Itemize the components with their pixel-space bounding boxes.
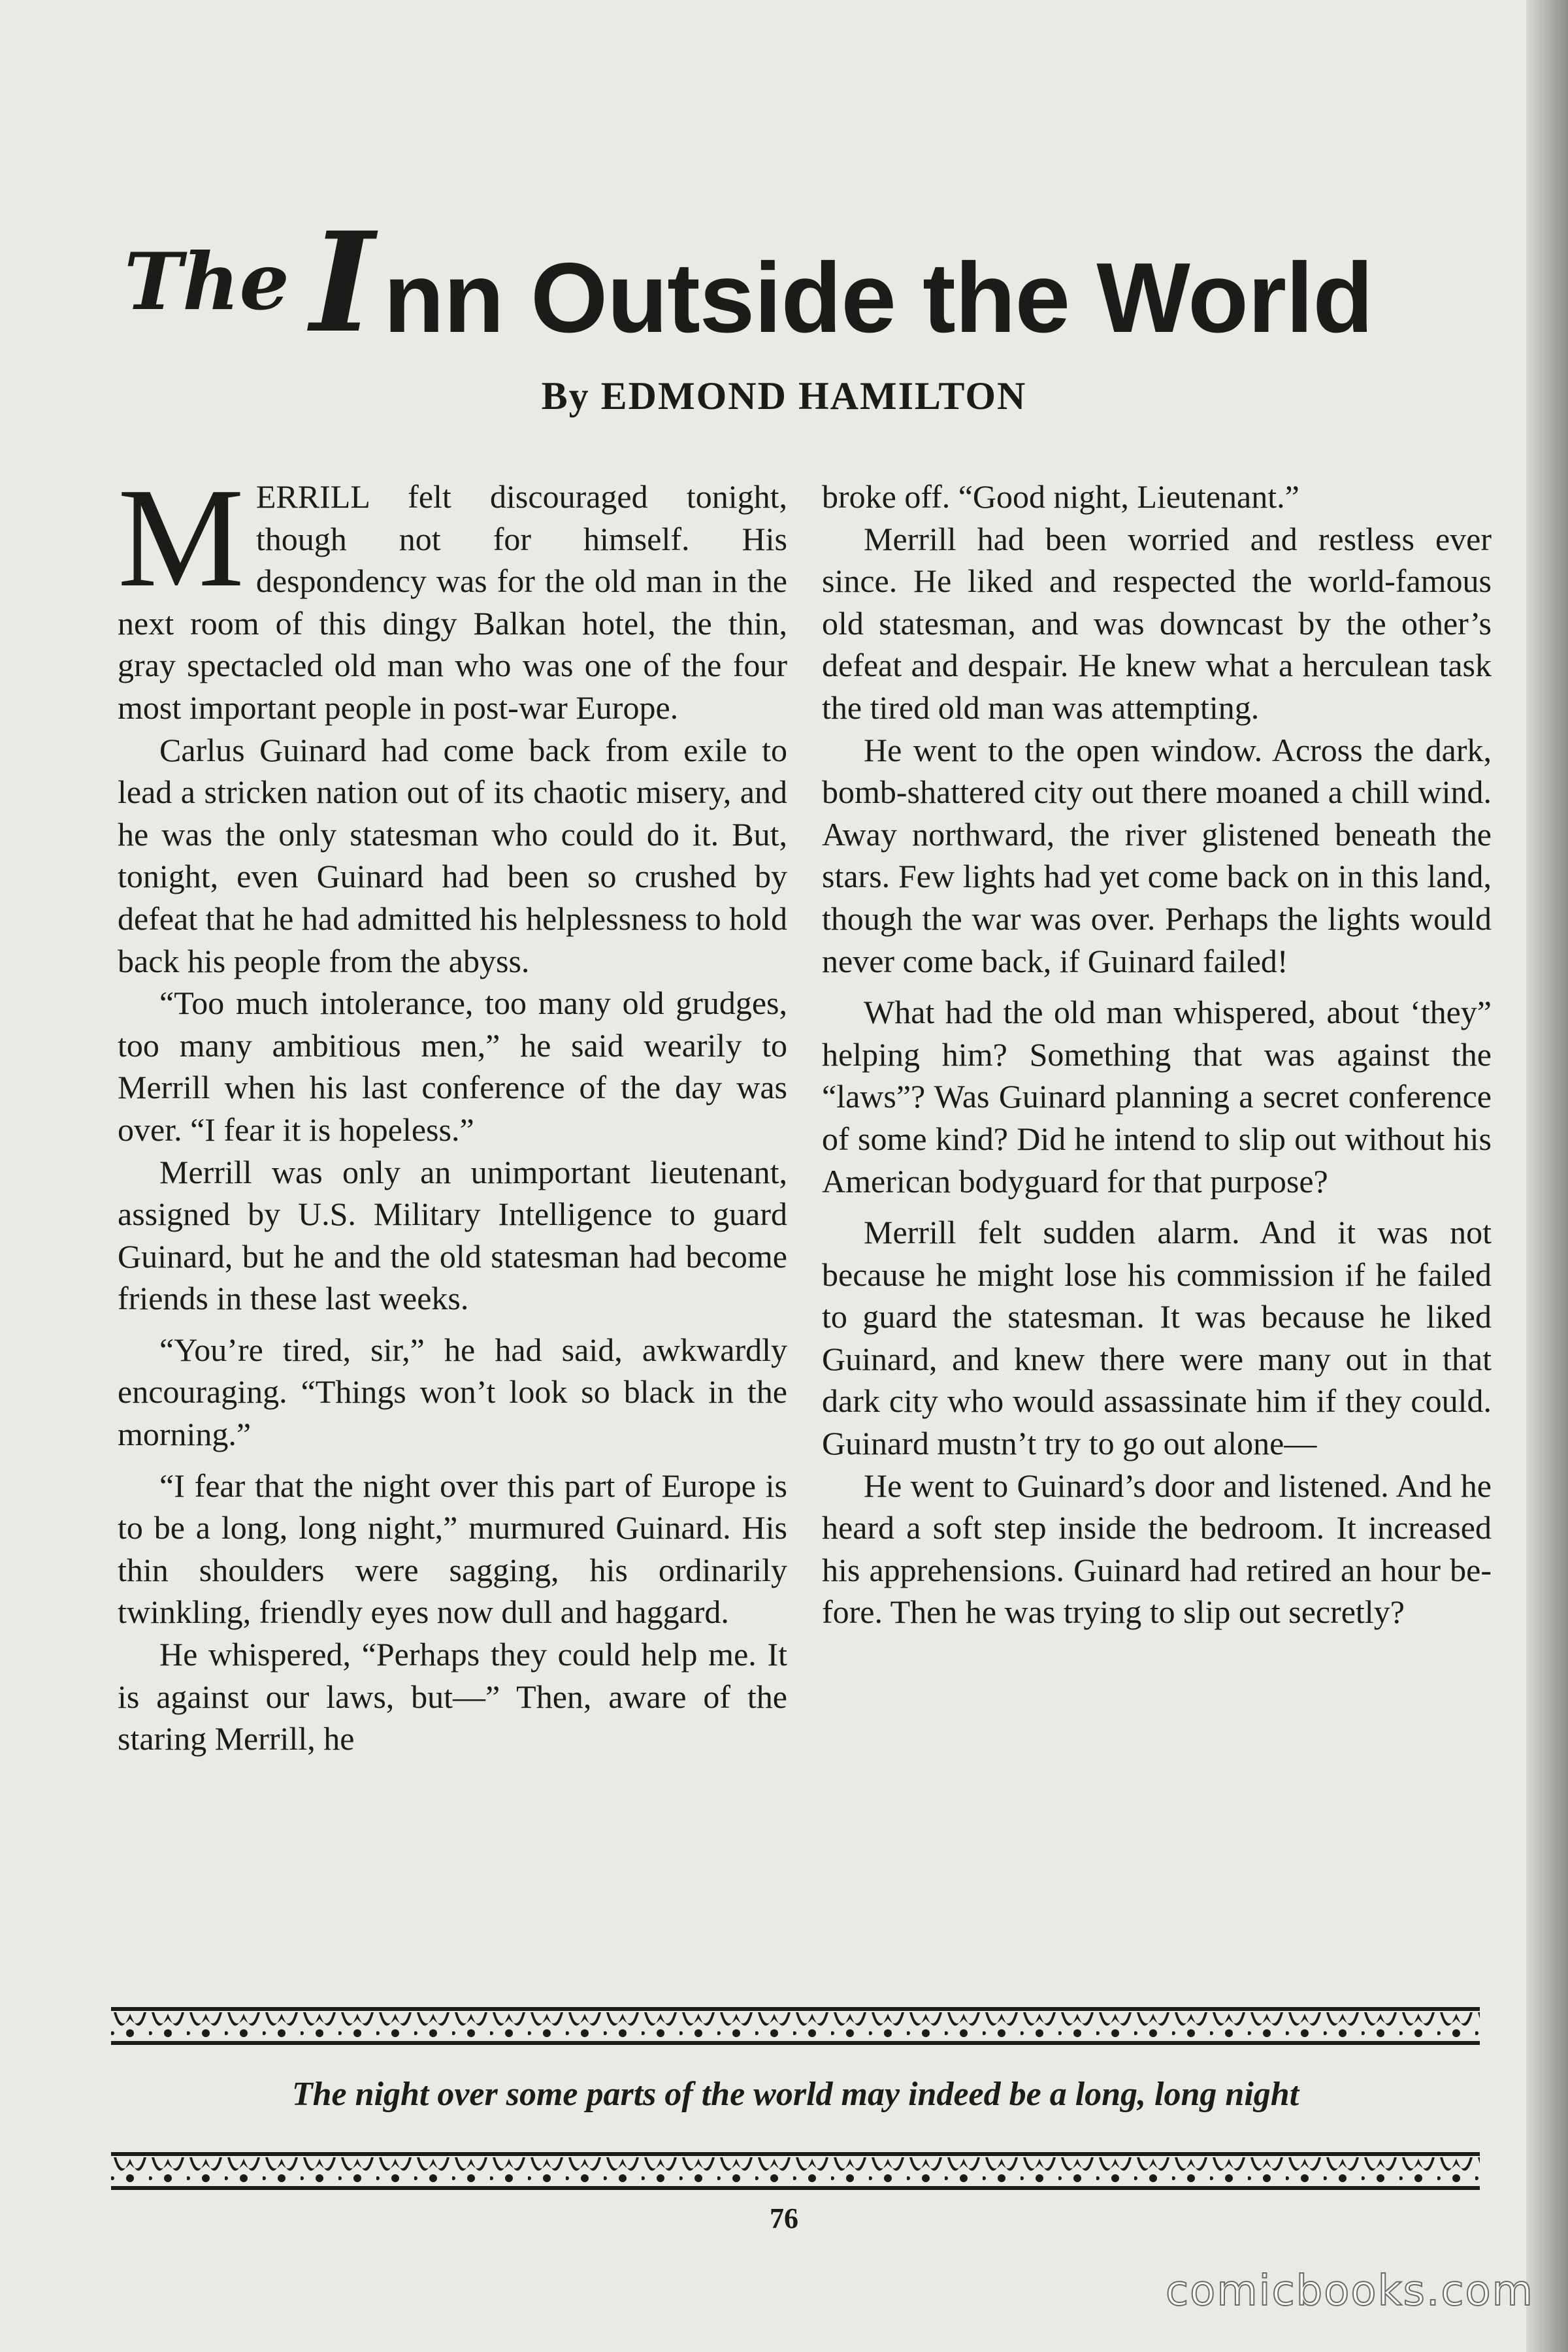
- paragraph: Merrill felt sudden alarm. And it was not because he might lose his commission if he failed to guard the statesman. It was because he liked Guinard, and knew there were many out in that dark city who would assassinate him if they could. Guinard mustn’t try to go out alone—: [822, 1214, 1492, 1462]
- left-column: [118, 459, 787, 1760]
- paragraph: “You’re tired, sir,” he had said, awkwardly encouraging. “Things won’t look so black in the morning.”: [118, 1331, 787, 1453]
- title-prefix: The: [124, 236, 289, 328]
- ornamental-border-top: [111, 2004, 1480, 2048]
- paragraph: [118, 459, 787, 729]
- paragraph: He went to the open window. Across the dark, bomb-shattered city out there moaned a chill wind. Away northward, the river glistened beneath the stars. Few lights had yet come back on in this land, though the war was over. Perhaps the lights would never come back, if Guinard failed!: [822, 731, 1492, 979]
- ornamental-border-bottom: [111, 2149, 1480, 2193]
- watermark-logo: comicbooks.com: [1165, 2267, 1534, 2315]
- byline: By EDMOND HAMILTON: [541, 374, 1027, 417]
- paragraph: He whispered, “Perhaps they could help me. It is against our laws, but—” Then, aware of the staring Merrill, he: [118, 1636, 787, 1757]
- caption: The night over some parts of the world may indeed be a long, long night: [291, 2076, 1299, 2113]
- paragraph: broke off. “Good night, Lieutenant.”: [822, 478, 1299, 515]
- drop-cap: M: [118, 459, 244, 617]
- paragraph-text: ERRILL felt discouraged tonight, though not for himself. His despondency was for the old man in the next room of this dingy Balkan hotel, the thin, gray spectacled old man who was one of the four most important people in post-war Europe.: [118, 478, 787, 726]
- paragraph: Carlus Guinard had come back from exile to lead a stricken nation out of its chaotic misery, and he was the only statesman who could do it. But, tonight, even Guinard had been so crushed by defeat that he had admitted his helplessness to hold back his people from the abyss.: [118, 731, 787, 979]
- paragraph: Merrill had been worried and restless ever since. He liked and respected the world-famous old statesman, and was downcast by the other’s defeat and despair. He knew what a herculean task the tired old man was attempting.: [822, 520, 1492, 726]
- page-edge-shadow: [1526, 0, 1568, 2352]
- title-initial: I: [310, 202, 375, 363]
- paragraph: “Too much intolerance, too many old grudges, too many ambitious men,” he said wearily to Merrill when his last conference of the day was over. “I fear it is hopeless.”: [118, 985, 787, 1148]
- paragraph: He went to Guinard’s door and listened. And he heard a soft step inside the bedroom. It increased his apprehensions. Guinard had retired an hour before. Then he was trying to slip out secretly?: [822, 1467, 1492, 1631]
- paragraph: Merrill was only an unimportant lieutenant, assigned by U.S. Military Intelligence to guard Guinard, but he and the old statesman had become friends in these last weeks.: [118, 1153, 787, 1317]
- right-column: [822, 476, 1492, 1633]
- paragraph: What had the old man whispered, about ‘they” helping him? Something that was against the “laws”? Was Guinard planning a secret conference of some kind? Did he intend to slip out without his American bodyguard for that purpose?: [822, 994, 1492, 1200]
- article-title: [124, 202, 1516, 363]
- paragraph: “I fear that the night over this part of Europe is to be a long, long night,” murmured Guinard. His thin shoulders were sagging, his ordinarily twinkling, friendly eyes now dull and haggard.: [118, 1467, 787, 1631]
- page-number: 76: [770, 2202, 798, 2234]
- title-rest: nn Outside the World: [384, 242, 1373, 353]
